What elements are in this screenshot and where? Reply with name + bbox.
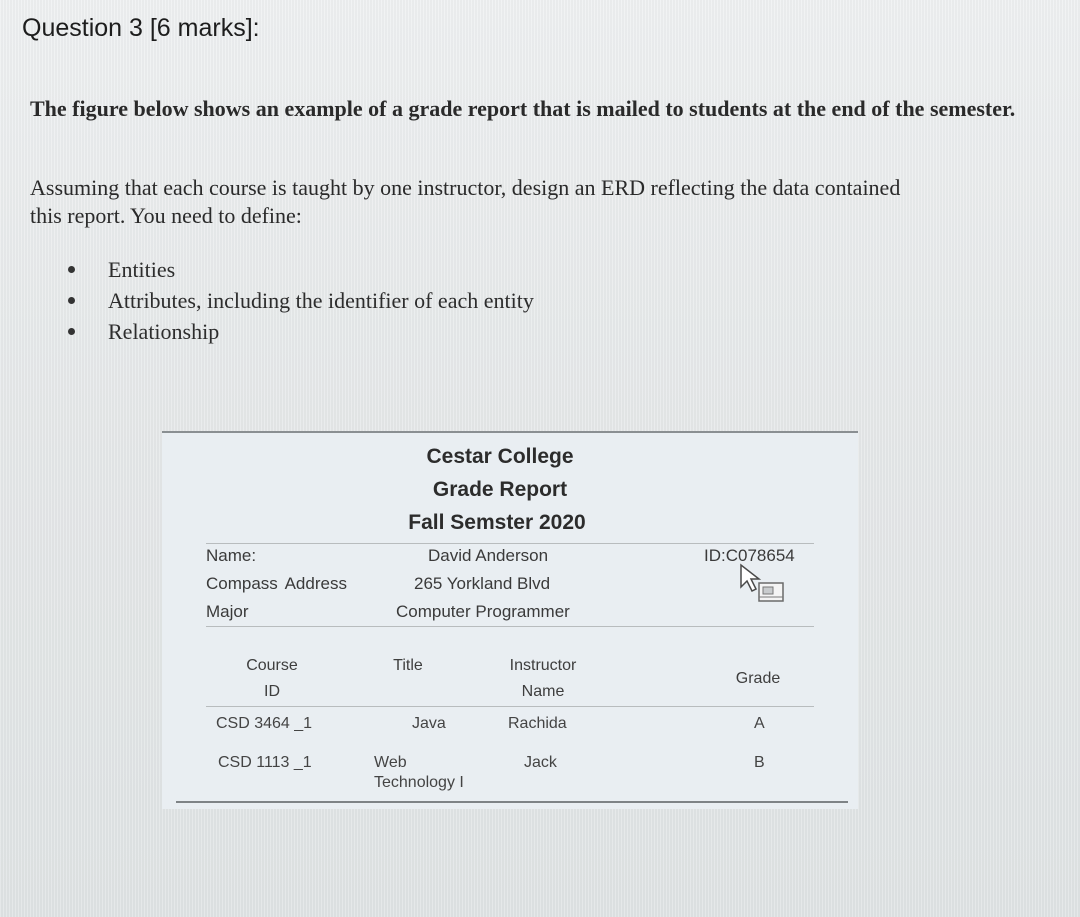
title-cell	[374, 753, 464, 793]
divider	[206, 543, 814, 544]
requirements-list	[68, 254, 534, 347]
list-item	[68, 285, 534, 316]
title-cell-line: Web	[374, 754, 407, 771]
major-label: Major	[206, 602, 249, 621]
column-header-course-id	[232, 653, 312, 705]
grade-cell: B	[754, 754, 765, 771]
grade-cell: A	[754, 715, 765, 732]
divider	[206, 706, 814, 707]
title-cell-line: Technology I	[374, 774, 464, 791]
address-label: Compass Address	[206, 574, 347, 593]
column-header-instructor	[488, 653, 598, 705]
bullet-text: Attributes, including the identifier of each entity	[108, 288, 534, 313]
bullet-text: Relationship	[108, 319, 220, 344]
list-item	[68, 254, 534, 285]
column-header-text: Name	[521, 683, 565, 700]
divider	[206, 626, 814, 627]
report-bottom-border	[176, 801, 848, 803]
report-title: Grade Report	[432, 478, 568, 501]
major-value: Computer Programmer	[396, 602, 570, 621]
course-id-cell: CSD 1113 _1	[218, 754, 312, 771]
list-item	[68, 316, 534, 347]
question-paragraph-2: Assuming that each course is taught by one instructor, design an ERD reflecting the data contained this report. You need to define:	[30, 175, 901, 228]
bullet-text: Entities	[108, 257, 176, 282]
column-header-title: Title	[393, 657, 423, 674]
title-cell: Java	[412, 715, 446, 732]
instructor-cell: Jack	[524, 754, 557, 771]
grade-report-figure	[162, 431, 858, 809]
bullet-icon	[68, 328, 75, 335]
bullet-icon	[68, 297, 75, 304]
college-name: Cestar College	[426, 445, 574, 468]
column-header-grade: Grade	[735, 670, 781, 687]
question-paragraph-1: The figure below shows an example of a grade report that is mailed to students at the end of the semester.	[30, 96, 1016, 121]
course-id-cell: CSD 3464 _1	[216, 715, 313, 732]
column-header-text: Instructor	[509, 657, 577, 674]
instructor-cell: Rachida	[508, 715, 567, 732]
question-title: Question 3 [6 marks]:	[22, 14, 260, 42]
column-header-text: ID	[264, 683, 280, 700]
mouse-pointer-icon	[739, 563, 789, 614]
bullet-icon	[68, 266, 75, 273]
address-value: 265 Yorkland Blvd	[414, 574, 551, 593]
column-header-text: Course	[246, 657, 298, 674]
name-value: David Anderson	[428, 546, 549, 565]
student-id: ID:C078654	[704, 546, 795, 565]
semester-label: Fall Semster 2020	[408, 511, 586, 534]
name-label: Name:	[206, 546, 257, 565]
